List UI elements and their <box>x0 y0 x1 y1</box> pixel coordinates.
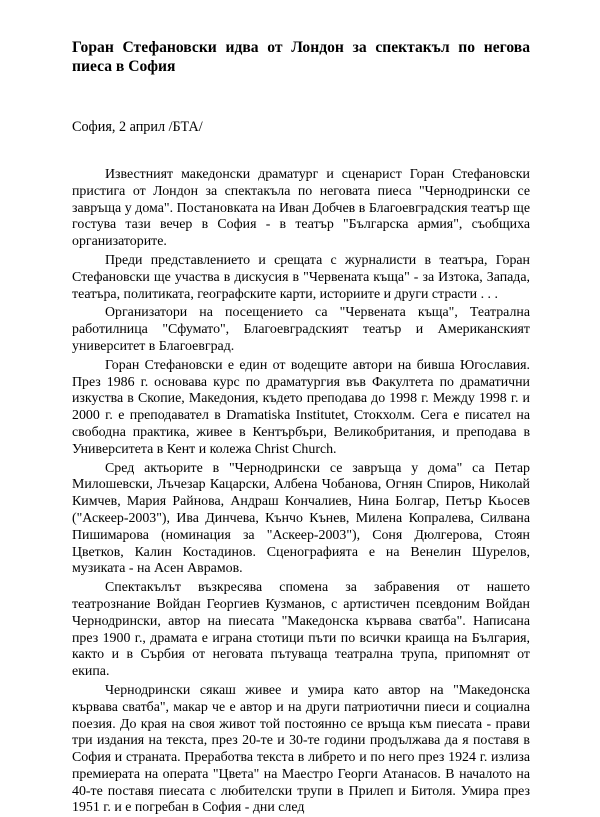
paragraph: Спектакълът възкресява спомена за забравения от нашето театрознание Войдан Георгиев Кузманов, с артистичен псевдоним Войдан Чернодрински, автор на пиесата "Македонска кървава сватба". Написана през 1900 г., драмата е играна стотици пъти по всички краища на България, както и в Сърбия от неговата пътуваща театрална трупа, припомнят от екипа. <box>72 580 530 680</box>
paragraph: Сред актьорите в "Чернодрински се завръща у дома" са Петар Милошевски, Лъчезар Кацарски, Албена Чобанова, Огнян Спиров, Николай Кимчев, Мария Райнова, Андраш Кончалиев, Нина Болгар, Петър Кьосев ("Аскеер-2003"), Ива Динчева, Кънчо Кънев, Милена Копралева, Силвана Пишимарова (номинация за "Аскеер-2003"), Соня Дюлгерова, Стоян Цветков, Калин Костадинов. Сценографията е на Венелин Шурелов, музиката - на Асен Аврамов. <box>72 460 530 577</box>
paragraph: Чернодрински сякаш живее и умира като автор на "Македонска кървава сватба", макар че е автор и на други патриотични пиеси и социална поезия. До края на своя живот той постоянно се връща към пиесата - прави три издания на текста, през 20-те и 30-те години продължава да я поставя в София и страната. Преработва текста в либрето и по него през 1924 г. излиза премиерата на операта "Цвета" на Маестро Георги Атанасов. В началото на 40-те поставя пиесата с любителски трупи в Прилеп и Битоля. Умира през 1951 г. и е погребан в София - дни след <box>72 682 530 816</box>
paragraph: Преди представлението и срещата с журналисти в театъра, Горан Стефановски ще участва в дискусия в "Червената къща" - за Изтока, Запада, театъра, политиката, географските карти, историите и други страсти . . . <box>72 252 530 302</box>
paragraph: Известният македонски драматург и сценарист Горан Стефановски пристига от Лондон за спектакъла по неговата пиеса "Чернодрински се завръща у дома". Постановката на Иван Добчев в Благоевградския театър ще гостува тази вечер в София - в театър "Българска армия", съобщиха организаторите. <box>72 167 530 250</box>
article-title: Горан Стефановски идва от Лондон за спектакъл по негова пиеса в София <box>72 39 530 75</box>
article-body <box>72 167 530 817</box>
paragraph: Организатори на посещението са "Червената къща", Театрална работилница "Сфумато", Благоевградският театър и Американският университет в Благоевград. <box>72 305 530 354</box>
article-dateline: София, 2 април /БТА/ <box>72 119 203 135</box>
paragraph: Горан Стефановски е един от водещите автори на бивша Югославия. През 1986 г. основава курс по драматургия във Факултета по драматични изкуства в Скопие, Македония, където преподава до 1998 г. Между 1998 г. и 2000 г. е преподавател в Dramatiska Institutet, Стокхолм. Сега е писател на свободна практика, живее в Кентърбъри, Великобритания, и преподава в Университета в Кент и колежа Christ Church. <box>72 357 530 457</box>
